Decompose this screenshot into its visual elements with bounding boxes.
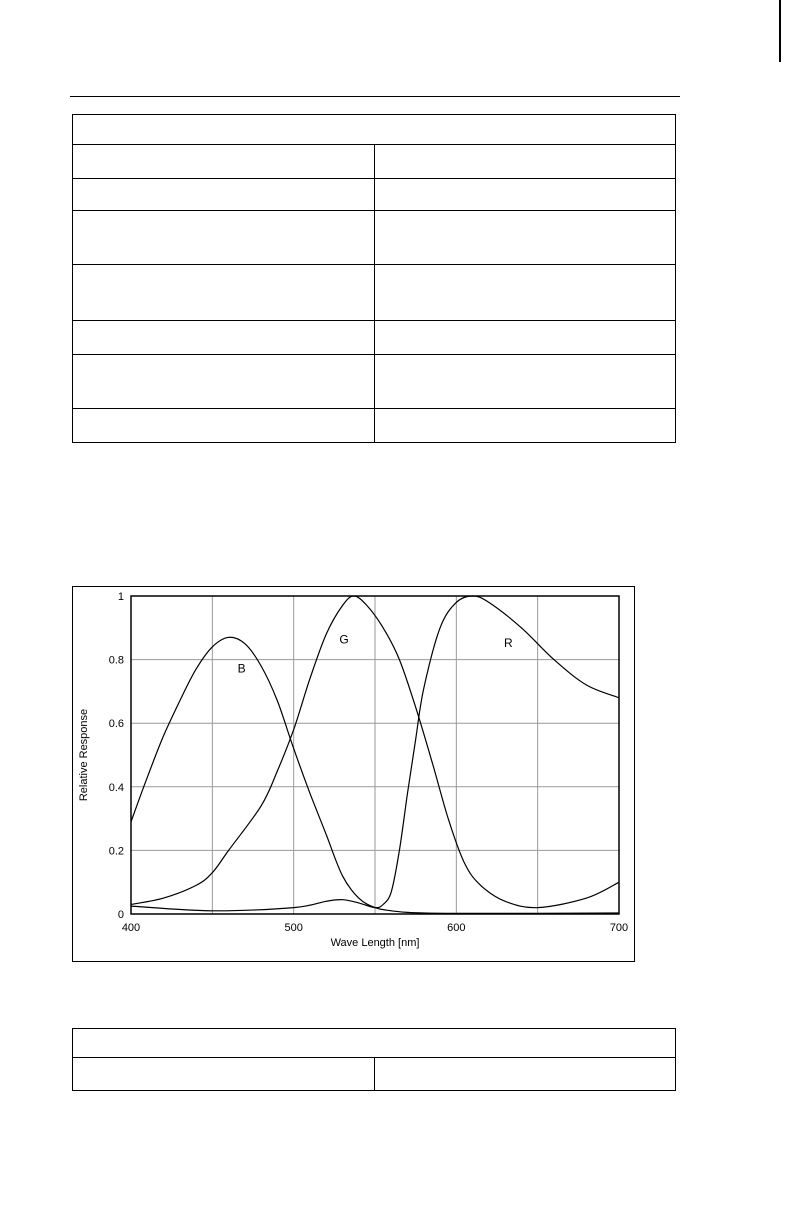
table-cell bbox=[73, 1058, 375, 1091]
table-cell bbox=[374, 211, 676, 265]
table-header-row bbox=[73, 115, 676, 145]
table-cell bbox=[73, 321, 375, 355]
chart-grid bbox=[131, 596, 619, 914]
table-cell bbox=[374, 321, 676, 355]
curve-label-r: R bbox=[504, 635, 513, 650]
table-cell bbox=[73, 355, 375, 409]
table-header-row bbox=[73, 1029, 676, 1058]
y-tick-label: 0.6 bbox=[108, 718, 124, 731]
chart-svg bbox=[73, 587, 636, 963]
table-cell bbox=[374, 1058, 676, 1091]
x-axis-label: Wave Length [nm] bbox=[330, 937, 420, 949]
chart-ticks bbox=[109, 591, 628, 934]
y-tick-label: 0.4 bbox=[108, 781, 124, 794]
x-tick-label: 400 bbox=[121, 922, 141, 934]
x-tick-label: 500 bbox=[284, 922, 303, 934]
y-tick-label: 0.2 bbox=[108, 845, 124, 858]
table-row bbox=[73, 409, 676, 443]
y-tick-label: 0 bbox=[117, 909, 124, 921]
table-cell bbox=[73, 145, 375, 179]
curve-label-b: B bbox=[237, 661, 246, 676]
table-row bbox=[73, 145, 676, 179]
table-cell bbox=[73, 179, 375, 211]
table-cell bbox=[73, 409, 375, 443]
table-cell bbox=[374, 355, 676, 409]
table-cell bbox=[73, 265, 375, 321]
y-tick-label: 1 bbox=[117, 591, 124, 603]
table-header-cell bbox=[73, 1029, 676, 1058]
table-row bbox=[73, 265, 676, 321]
y-tick-label: 0.8 bbox=[108, 654, 124, 667]
spectral-response-chart bbox=[72, 586, 635, 962]
table-cell bbox=[73, 211, 375, 265]
table-row bbox=[73, 211, 676, 265]
table-cell bbox=[374, 145, 676, 179]
table-row bbox=[73, 355, 676, 409]
x-tick-label: 600 bbox=[447, 922, 466, 934]
table-cell bbox=[374, 179, 676, 211]
table-row bbox=[73, 179, 676, 211]
spec-table-bottom bbox=[72, 1028, 676, 1091]
table-row bbox=[73, 1058, 676, 1091]
table-header-cell bbox=[73, 115, 676, 145]
curve-label-g: G bbox=[339, 632, 349, 647]
margin-vertical-line bbox=[779, 0, 781, 62]
table-row bbox=[73, 321, 676, 355]
y-axis-label: Relative Response bbox=[78, 708, 90, 802]
x-tick-label: 700 bbox=[609, 922, 629, 934]
header-rule bbox=[70, 96, 680, 97]
table-cell bbox=[374, 409, 676, 443]
spec-table-top bbox=[72, 114, 676, 443]
table-cell bbox=[374, 265, 676, 321]
